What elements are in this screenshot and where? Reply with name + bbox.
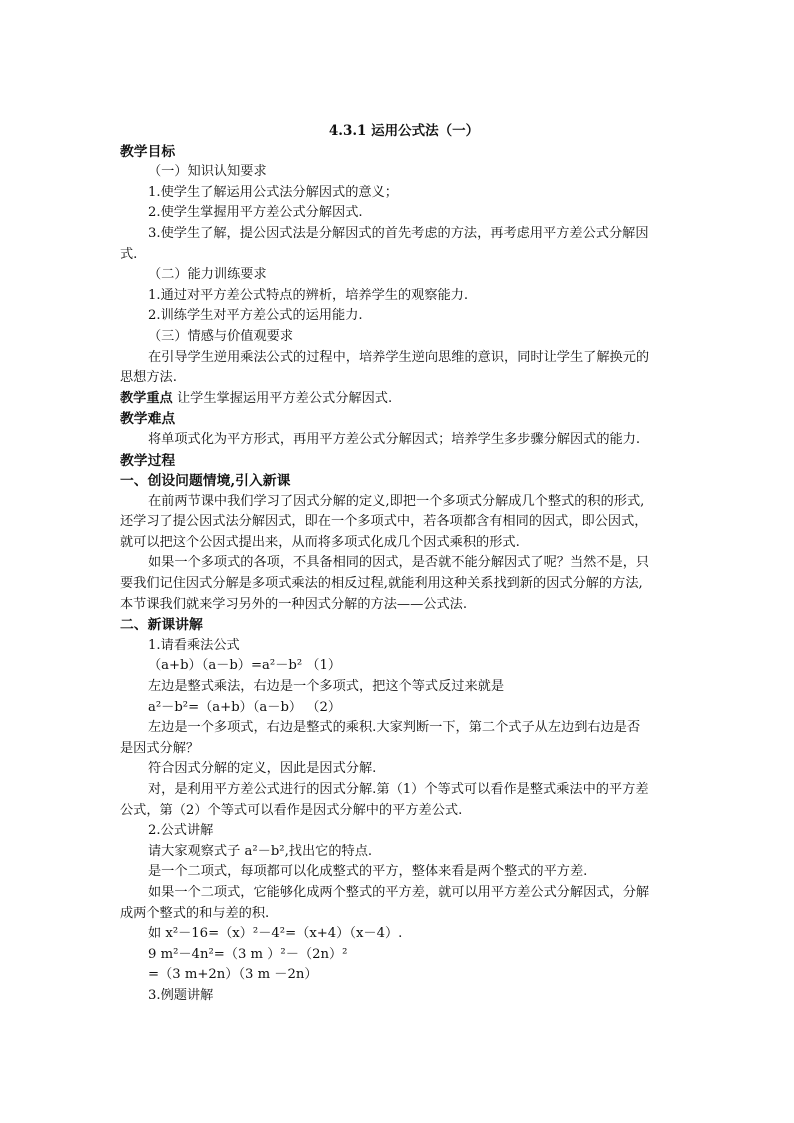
paragraph-line: 就可以把这个公因式提出来，从而将多项式化成几个因式乘积的形式. (120, 534, 520, 550)
paragraph-line: 1.请看乘法公式 (148, 637, 240, 653)
section-heading: 一、创设问题情境,引入新课 (120, 473, 291, 490)
paragraph-line: 3.例题讲解 (148, 987, 214, 1003)
section-heading: 教学难点 (120, 411, 176, 428)
paragraph-line: （二）能力训练要求 (148, 267, 267, 283)
paragraph-line: 2.使学生掌握用平方差公式分解因式. (148, 205, 363, 221)
paragraph-line: 是因式分解？ (120, 740, 200, 756)
paragraph-line: 左边是一个多项式，右边是整式的乘积.大家判断一下，第二个式子从左边到右边是否 (148, 720, 641, 736)
section-heading: 教学目标 (120, 143, 176, 160)
paragraph-line: 2.训练学生对平方差公式的运用能力. (148, 308, 363, 324)
paragraph-line: 2.公式讲解 (148, 823, 214, 839)
paragraph-line: 在引导学生逆用乘法公式的过程中，培养学生逆向思维的意识，同时让学生了解换元的 (148, 349, 650, 365)
paragraph-line: a²－b²=（a+b）（a－b） （2） (148, 699, 342, 715)
paragraph-line: 要我们记住因式分解是多项式乘法的相反过程,就能利用这种关系找到新的因式分解的方法, (120, 576, 643, 592)
paragraph-line: 如果一个二项式，它能够化成两个整式的平方差，就可以用平方差公式分解因式，分解 (148, 884, 650, 900)
paragraph-line: 请大家观察式子 a²－b²,找出它的特点. (148, 843, 373, 859)
paragraph-line: 在前两节课中我们学习了因式分解的定义,即把一个多项式分解成几个整式的积的形式, (148, 493, 645, 509)
paragraph-line: 公式，第（2）个等式可以看作是因式分解中的平方差公式. (120, 802, 463, 818)
paragraph-line: 如 x²－16=（x）²－4²=（x+4）（x－4）. (148, 926, 403, 942)
key-point-text: 让学生掌握运用平方差公式分解因式. (172, 390, 393, 406)
paragraph-line: 成两个整式的和与差的积. (120, 905, 270, 921)
paragraph-line: 对，是利用平方差公式进行的因式分解.第（1）个等式可以看作是整式乘法中的平方差 (148, 782, 649, 797)
paragraph-line: 是一个二项式，每项都可以化成整式的平方，整体来看是两个整式的平方差. (148, 864, 588, 880)
paragraph-line: 如果一个多项式的各项，不具备相同的因式，是否就不能分解因式了呢？当然不是，只 (148, 555, 650, 571)
paragraph-line: 9 m²－4n²=（3 m ）²－（2n）² (148, 946, 348, 962)
document-body (120, 142, 678, 1007)
key-point-line (120, 389, 678, 410)
paragraph-line: 符合因式分解的定义，因此是因式分解. (148, 761, 377, 777)
paragraph-line: 将单项式化为平方形式，再用平方差公式分解因式；培养学生多步骤分解因式的能力. (148, 431, 641, 447)
paragraph-line: 1.使学生了解运用公式法分解因式的意义； (148, 184, 398, 200)
page-title: 4.3.1 运用公式法（一） (328, 123, 480, 139)
paragraph-line: =（3 m+2n）（3 m －2n） (148, 967, 318, 983)
paragraph-line: 还学习了提公因式法分解因式，即在一个多项式中，若各项都含有相同的因式，即公因式， (120, 514, 648, 530)
section-heading: 二、新课讲解 (120, 617, 203, 634)
paragraph-line: 思想方法. (120, 370, 177, 386)
paragraph-line: 本节课我们就来学习另外的一种因式分解的方法——公式法. (120, 596, 468, 612)
document-page (120, 121, 678, 1007)
section-heading: 教学过程 (120, 452, 176, 469)
paragraph-line: （a+b）（a－b）=a²－b² （1） (148, 658, 342, 674)
paragraph-line: 1.通过对平方差公式特点的辨析，培养学生的观察能力. (148, 287, 469, 303)
paragraph-line: 左边是整式乘法，右边是一个多项式，把这个等式反过来就是 (148, 679, 505, 695)
paragraph-line: 式. (120, 246, 138, 262)
key-point-label: 教学重点 (120, 390, 173, 406)
paragraph-line: （一）知识认知要求 (148, 164, 267, 180)
paragraph-line: 3.使学生了解，提公因式法是分解因式的首先考虑的方法，再考虑用平方差公式分解因 (148, 225, 649, 241)
paragraph-line: （三）情感与价值观要求 (148, 328, 294, 344)
